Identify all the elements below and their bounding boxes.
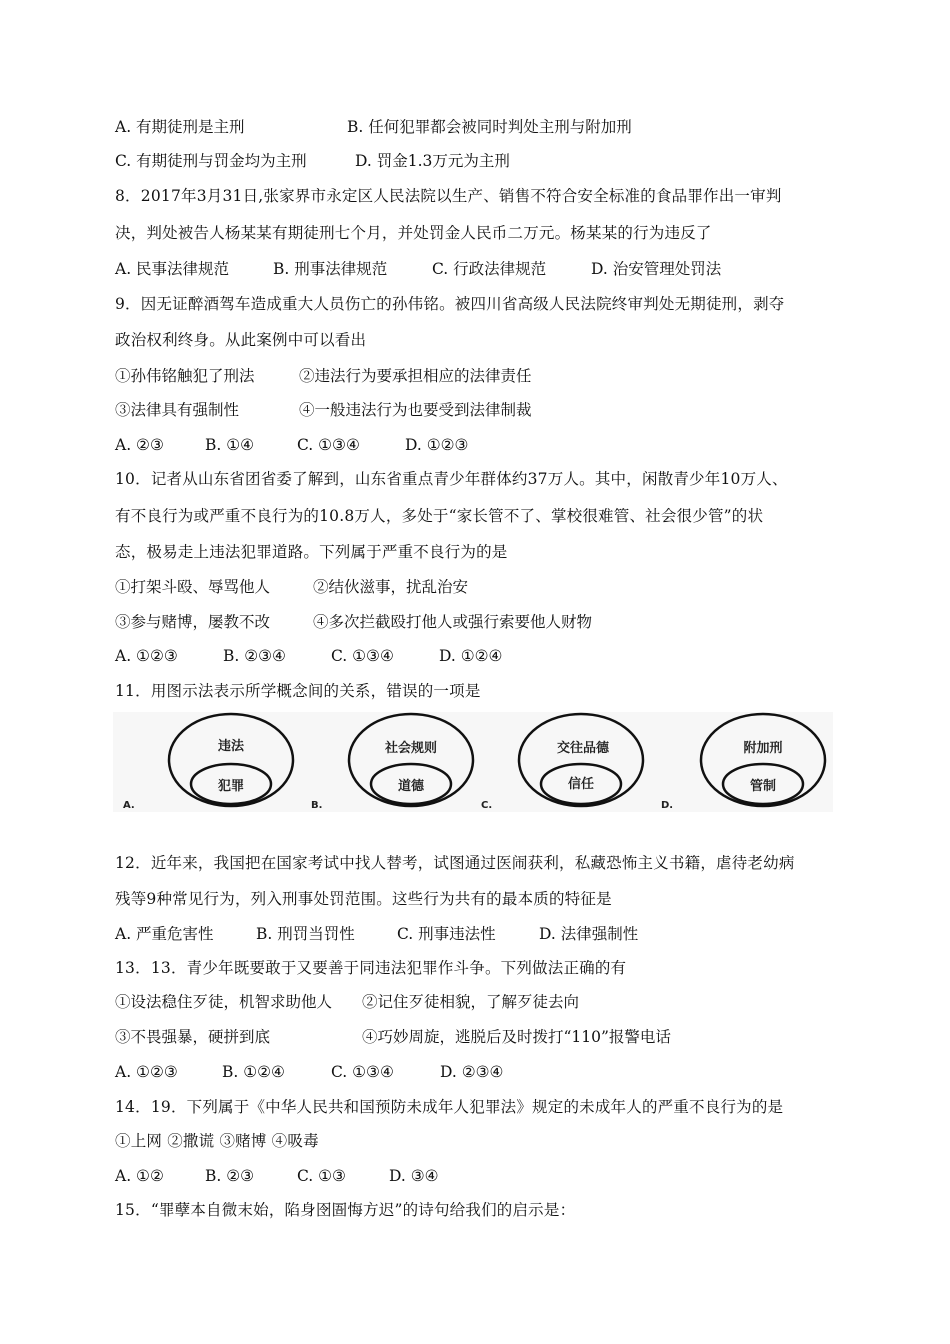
q12-option-c: C. 刑事违法性 — [397, 925, 496, 943]
diagram-c-inner-label: 信任 — [567, 777, 595, 792]
q8-option-b: B. 刑事法律规范 — [273, 260, 388, 278]
q10-option-a: A. ①②③ — [115, 647, 178, 665]
q10-option-d: D. ①②④ — [439, 647, 503, 665]
q15-stem-line-1: 15．“罪孽本自微末始，陷身囹圄悔方迟”的诗句给我们的启示是： — [115, 1201, 576, 1219]
diagram-d-letter: D. — [661, 800, 674, 811]
q9-stem-line-1: 9．因无证醉酒驾车造成重大人员伤亡的孙伟铭。被四川省高级人民法院终审判处无期徒刑，剥夺 — [115, 295, 785, 313]
q9-statement-3: ③法律具有强制性 — [115, 401, 240, 419]
diagram-a-outer-label: 违法 — [217, 739, 245, 754]
diagram-d-outer-label: 附加刑 — [743, 741, 783, 756]
concept-diagram-figure — [113, 712, 833, 812]
diagram-c-outer-label: 交往品德 — [556, 741, 610, 756]
q12-option-d: D. 法律强制性 — [539, 925, 639, 943]
q14-stem-line-2: ①上网 ②撒谎 ③赌博 ④吸毒 — [115, 1132, 319, 1150]
diagram-b-outer-label: 社会规则 — [384, 741, 438, 756]
q8-option-d: D. 治安管理处罚法 — [591, 260, 722, 278]
q14-option-d: D. ③④ — [389, 1167, 439, 1185]
q7-option-c: C. 有期徒刑与罚金均为主刑 — [115, 152, 307, 170]
q10-stem-line-2: 有不良行为或严重不良行为的10.8万人，多处于“家长管不了、掌校很难管、社会很少管”的状 — [115, 507, 764, 525]
diagram-b-letter: B. — [311, 800, 323, 811]
q13-statement-4: ④巧妙周旋，逃脱后及时拨打“110”报警电话 — [362, 1028, 671, 1046]
diagram-d-inner-label: 管制 — [749, 779, 777, 794]
q11-stem-line-1: 11．用图示法表示所学概念间的关系，错误的一项是 — [115, 682, 481, 700]
q10-statement-4: ④多次拦截殴打他人或强行索要他人财物 — [313, 613, 593, 631]
q14-option-b: B. ②③ — [205, 1167, 255, 1185]
q10-statement-1: ①打架斗殴、辱骂他人 — [115, 578, 271, 596]
q12-option-b: B. 刑罚当罚性 — [256, 925, 355, 943]
q10-option-c: C. ①③④ — [331, 647, 394, 665]
q9-option-b: B. ①④ — [205, 436, 255, 454]
q9-option-d: D. ①②③ — [405, 436, 469, 454]
q14-option-a: A. ①② — [115, 1167, 164, 1185]
q13-statement-1: ①设法稳住歹徒，机智求助他人 — [115, 993, 333, 1011]
q12-stem-line-1: 12．近年来，我国把在国家考试中找人替考，试图通过医闹获利，私藏恐怖主义书籍，虐待老幼病 — [115, 854, 795, 872]
q7-option-d: D. 罚金1.3万元为主刑 — [355, 152, 510, 170]
q12-option-a: A. 严重危害性 — [115, 925, 214, 943]
q13-statement-2: ②记住歹徒相貌，了解歹徒去向 — [362, 993, 580, 1011]
q9-statement-2: ②违法行为要承担相应的法律责任 — [299, 367, 532, 385]
q8-stem-line-1: 8．2017年3月31日,张家界市永定区人民法院以生产、销售不符合安全标准的食品罪作出一审判 — [115, 187, 782, 205]
q10-stem-line-1: 10．记者从山东省团省委了解到，山东省重点青少年群体约37万人。其中，闲散青少年10万人、 — [115, 470, 788, 488]
q7-option-b: B. 任何犯罪都会被同时判处主刑与附加刑 — [347, 118, 632, 136]
q10-statement-3: ③参与赌博，屡教不改 — [115, 613, 271, 631]
diagram-b-inner-label: 道德 — [397, 779, 425, 794]
q9-statement-1: ①孙伟铭触犯了刑法 — [115, 367, 255, 385]
diagram-a-letter: A. — [123, 800, 135, 811]
q13-option-c: C. ①③④ — [331, 1063, 394, 1081]
q7-option-a: A. 有期徒刑是主刑 — [115, 118, 245, 136]
q10-statement-2: ②结伙滋事，扰乱治安 — [313, 578, 469, 596]
q13-option-a: A. ①②③ — [115, 1063, 178, 1081]
q14-option-c: C. ①③ — [297, 1167, 346, 1185]
q13-stem-line-1: 13．13．青少年既要敢于又要善于同违法犯罪作斗争。下列做法正确的有 — [115, 959, 627, 977]
q10-stem-line-3: 态，极易走上违法犯罪道路。下列属于严重不良行为的是 — [115, 543, 508, 561]
q9-option-a: A. ②③ — [115, 436, 164, 454]
diagram-a-inner-label: 犯罪 — [217, 779, 245, 794]
q13-option-d: D. ②③④ — [440, 1063, 504, 1081]
q10-option-b: B. ②③④ — [223, 647, 286, 665]
q13-statement-3: ③不畏强暴，硬拼到底 — [115, 1028, 271, 1046]
q14-stem-line-1: 14．19．下列属于《中华人民共和国预防未成年人犯罪法》规定的未成年人的严重不良行为的是 — [115, 1098, 784, 1116]
diagram-c-letter: C. — [481, 800, 493, 811]
q9-stem-line-2: 政治权利终身。从此案例中可以看出 — [115, 331, 367, 349]
q9-option-c: C. ①③④ — [297, 436, 360, 454]
q8-stem-line-2: 决，判处被告人杨某某有期徒刑七个月，并处罚金人民币二万元。杨某某的行为违反了 — [115, 224, 712, 242]
q12-stem-line-2: 残等9种常见行为，列入刑事处罚范围。这些行为共有的最本质的特征是 — [115, 890, 612, 908]
q8-option-a: A. 民事法律规范 — [115, 260, 230, 278]
q9-statement-4: ④一般违法行为也要受到法律制裁 — [299, 401, 532, 419]
q13-option-b: B. ①②④ — [222, 1063, 285, 1081]
q8-option-c: C. 行政法律规范 — [432, 260, 547, 278]
